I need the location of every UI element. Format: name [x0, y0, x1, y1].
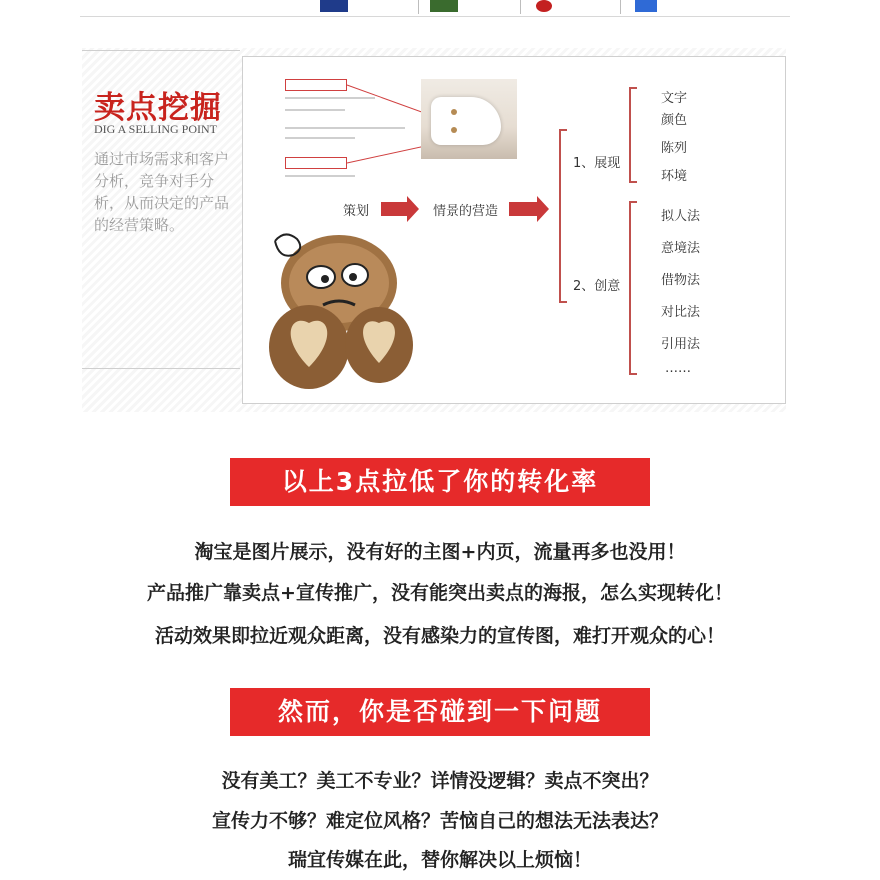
product-photo	[421, 79, 517, 159]
button-detail	[451, 127, 457, 133]
section-subtitle: DIG A SELLING POINT	[94, 122, 217, 136]
list-item: 借物法	[661, 273, 701, 288]
top-thumbnail-strip	[80, 0, 790, 17]
body-line: 产品推广靠卖点+宣传推广，没有能突出卖点的海报，怎么实现转化！	[147, 582, 733, 604]
section-intro	[82, 48, 242, 412]
red-arrow	[381, 202, 407, 216]
question-banner: 然而，你是否碰到一下问题	[230, 688, 650, 736]
shirt-cuff	[431, 97, 501, 145]
divider	[82, 50, 240, 51]
conversion-banner: 以上3点拉低了你的转化率	[230, 458, 650, 506]
body-line: 宣传力不够？难定位风格？苦恼自己的想法无法表达？	[211, 810, 668, 832]
selling-point-panel	[82, 48, 786, 412]
flow-step-planning: 策划	[343, 204, 370, 219]
walnut-mascot	[261, 227, 431, 397]
red-arrow	[509, 202, 537, 216]
document-thumbnail	[285, 79, 430, 191]
list-item: 文字	[661, 91, 688, 106]
list-item: 环境	[661, 169, 688, 184]
divider	[418, 0, 419, 14]
list-item: 拟人法	[661, 209, 701, 224]
body-line: 瑞宜传媒在此，替你解决以上烦恼！	[287, 849, 592, 871]
thumbnail-image	[430, 0, 458, 12]
divider	[620, 0, 621, 14]
branch-label-creative: 2、创意	[573, 279, 621, 294]
body-line: 没有美工？美工不专业？详情没逻辑？卖点不突出？	[221, 770, 659, 792]
connector-lines	[285, 79, 430, 191]
sub-bracket	[629, 201, 637, 375]
list-item: 陈列	[661, 141, 688, 156]
section-description: 通过市场需求和客户分析，竞争对手分析，从而决定的产品的经营策略。	[94, 150, 230, 234]
thumbnail-image	[320, 0, 348, 12]
list-item: 意境法	[661, 241, 701, 256]
button-detail	[451, 109, 457, 115]
body-line: 活动效果即拉近观众距离，没有感染力的宣传图，难打开观众的心！	[154, 625, 725, 647]
thumbnail-image	[536, 0, 552, 12]
thumbnail-image	[635, 0, 657, 12]
list-item: 对比法	[661, 305, 701, 320]
sub-bracket	[629, 87, 637, 183]
main-bracket	[559, 129, 567, 303]
branch-label-display: 1、展现	[573, 156, 621, 171]
divider	[520, 0, 521, 14]
list-item: ……	[665, 361, 691, 376]
section-title: 卖点挖掘	[94, 90, 222, 126]
body-line: 淘宝是图片展示，没有好的主图+内页，流量再多也没用！	[194, 541, 686, 563]
strategy-diagram	[242, 56, 786, 404]
flow-step-scenario: 情景的营造	[433, 204, 499, 219]
list-item: 引用法	[661, 337, 701, 352]
divider	[82, 368, 240, 369]
list-item: 颜色	[661, 113, 688, 128]
